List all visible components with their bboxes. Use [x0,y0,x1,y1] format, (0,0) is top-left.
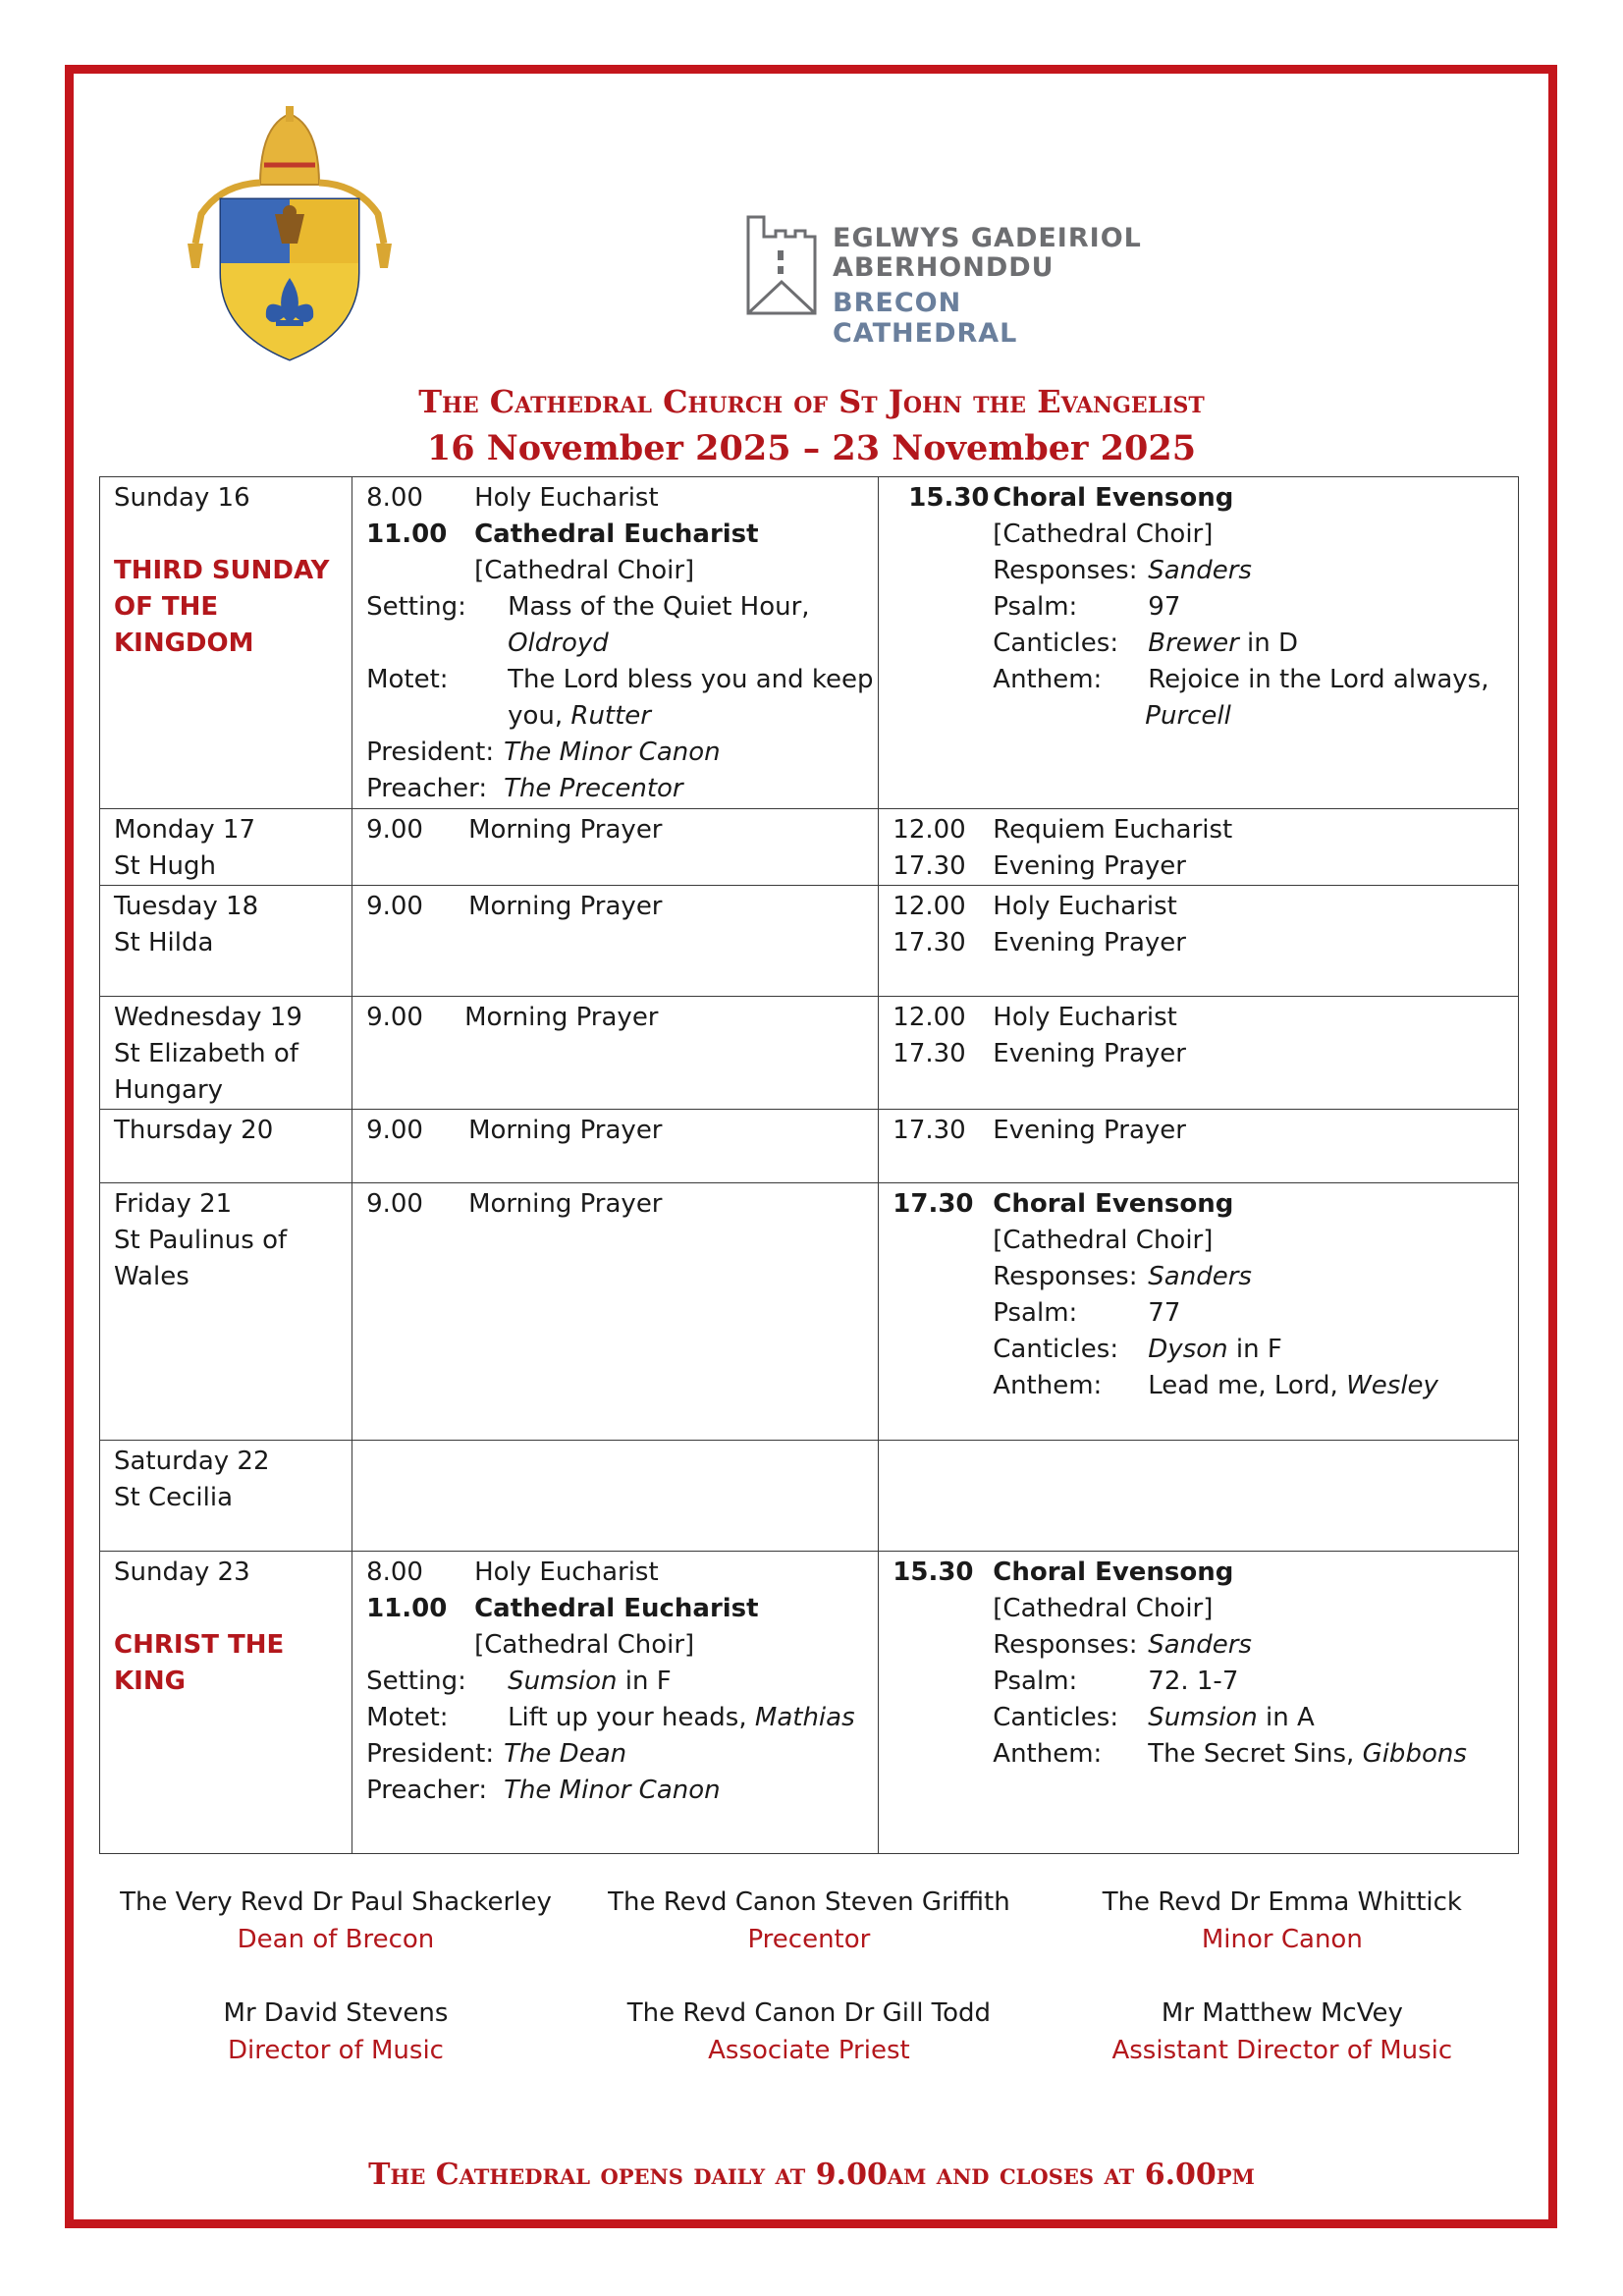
saint-label-cont: Hungary [114,1075,224,1105]
table-row [100,477,1519,809]
staff-role: Director of Music [227,2036,444,2065]
motet-title-cont: you, [508,701,571,731]
staff-role: Dean of Brecon [237,1925,435,1954]
afternoon-cell [879,809,1519,886]
afternoon-cell [879,997,1519,1110]
table-row [100,1183,1519,1441]
diocesan-crest-icon [182,106,398,361]
logo-line-welsh-place: ABERHONDDU [833,252,1055,283]
morning-cell [352,1110,879,1183]
staff-member [1046,1995,1519,2069]
service-time: 17.30 [893,928,966,957]
choir-label: [Cathedral Choir] [993,1594,1214,1623]
morning-cell [352,1552,879,1854]
service-name: Morning Prayer [468,1189,663,1219]
afternoon-cell [879,1183,1519,1441]
motet-composer: Mathias [754,1703,855,1732]
psalm-label: Psalm: [993,592,1078,622]
table-row [100,809,1519,886]
staff-member [1046,1884,1519,1958]
service-time: 9.00 [366,1003,423,1032]
canticles-label: Canticles: [993,1335,1119,1364]
morning-cell [352,997,879,1110]
setting-label: Setting: [366,592,466,622]
cathedral-tower-icon [742,211,821,319]
preacher-label: Preacher: [366,1776,488,1805]
choir-label: [Cathedral Choir] [993,1226,1214,1255]
service-time: 12.00 [893,892,966,921]
afternoon-cell [879,1441,1519,1552]
service-name: Cathedral Eucharist [474,519,759,549]
anthem-title: The Secret Sins, [1148,1739,1363,1769]
day-label: Friday 21 [114,1189,233,1219]
afternoon-cell [879,1552,1519,1854]
day-cell [100,1183,352,1441]
staff-name: The Revd Canon Steven Griffith [608,1887,1010,1917]
saint-label: St Hugh [114,851,216,881]
day-label: Sunday 23 [114,1558,250,1587]
feast-label: THIRD SUNDAY OF THE KINGDOM [114,556,330,658]
canticles-label: Canticles: [993,629,1119,658]
service-name: Holy Eucharist [474,483,659,513]
service-time: 12.00 [893,815,966,845]
anthem-title: Rejoice in the Lord always, [1148,665,1489,694]
staff-role: Assistant Director of Music [1111,2036,1453,2065]
day-label: Thursday 20 [114,1116,274,1145]
service-time: 17.30 [893,1189,974,1219]
day-cell [100,886,352,997]
service-name: Evening Prayer [993,851,1186,881]
staff-row-clergy [99,1884,1519,1958]
preacher-name: The Minor Canon [504,1776,721,1805]
choir-label: [Cathedral Choir] [993,519,1214,549]
canticles-key: in A [1257,1703,1315,1732]
service-time: 8.00 [366,1558,423,1587]
anthem-label: Anthem: [993,1371,1103,1400]
staff-name: The Very Revd Dr Paul Shackerley [120,1887,552,1917]
day-cell [100,477,352,809]
setting-composer: Sumsion [508,1667,618,1696]
service-name: Morning Prayer [468,892,663,921]
logo-line-english: BRECON CATHEDRAL [833,288,1018,349]
day-label: Tuesday 18 [114,892,259,921]
table-row [100,886,1519,997]
service-time: 17.30 [893,1039,966,1068]
staff-member [572,1884,1046,1958]
service-time: 9.00 [366,815,423,845]
anthem-title: Lead me, Lord, [1148,1371,1347,1400]
morning-cell [352,809,879,886]
psalm-label: Psalm: [993,1298,1078,1328]
feast-label: CHRIST THE KING [114,1630,285,1696]
staff-role: Associate Priest [708,2036,910,2065]
psalm-number: 77 [1148,1298,1181,1328]
psalm-label: Psalm: [993,1667,1078,1696]
setting-title: Mass of the Quiet Hour, [508,592,810,622]
brecon-cathedral-logo [742,211,1155,349]
day-cell [100,1110,352,1183]
psalm-number: 72. 1-7 [1148,1667,1239,1696]
motet-title: Lift up your heads, [508,1703,755,1732]
saint-label-cont: Wales [114,1262,189,1291]
service-time: 11.00 [366,519,448,549]
date-range: 16 November 2025 – 23 November 2025 [426,428,1197,468]
responses-label: Responses: [993,1262,1138,1291]
service-name: Morning Prayer [468,1116,663,1145]
service-name: Morning Prayer [468,815,663,845]
staff-member [99,1884,572,1958]
table-row [100,1110,1519,1183]
day-label: Wednesday 19 [114,1003,302,1032]
service-time: 11.00 [366,1594,448,1623]
staff-name: Mr Matthew McVey [1161,1998,1403,2028]
service-name: Holy Eucharist [474,1558,659,1587]
day-cell [100,809,352,886]
president-label: President: [366,1739,495,1769]
service-time: 15.30 [893,1558,974,1587]
president-name: The Dean [504,1739,627,1769]
canticles-composer: Sumsion [1148,1703,1258,1732]
staff-name: Mr David Stevens [223,1998,449,2028]
canticles-label: Canticles: [993,1703,1119,1732]
service-name: Holy Eucharist [993,892,1177,921]
staff-role: Minor Canon [1201,1925,1363,1954]
anthem-label: Anthem: [993,1739,1103,1769]
staff-row-music [99,1995,1519,2069]
service-name: Evening Prayer [993,928,1186,957]
choir-label: [Cathedral Choir] [474,1630,695,1660]
staff-member [572,1995,1046,2069]
anthem-composer: Purcell [1145,701,1231,731]
service-name: Choral Evensong [993,1558,1234,1587]
morning-cell [352,477,879,809]
setting-label: Setting: [366,1667,466,1696]
responses-label: Responses: [993,1630,1138,1660]
service-name: Morning Prayer [464,1003,659,1032]
morning-cell [352,886,879,997]
canticles-composer: Brewer [1148,629,1239,658]
afternoon-cell [879,477,1519,809]
table-row [100,1552,1519,1854]
anthem-label: Anthem: [993,665,1103,694]
responses-composer: Sanders [1148,1262,1252,1291]
staff-name: The Revd Canon Dr Gill Todd [626,1998,992,2028]
opening-hours-notice: The Cathedral opens daily at 9.00am and closes at 6.00pm [368,2158,1255,2192]
canticles-key: in D [1238,629,1299,658]
anthem-composer: Wesley [1346,1371,1438,1400]
president-name: The Minor Canon [504,738,721,767]
saint-label: St Paulinus of [114,1226,288,1255]
motet-composer: Rutter [570,701,651,731]
anthem-composer: Gibbons [1362,1739,1467,1769]
day-cell [100,1552,352,1854]
preacher-label: Preacher: [366,774,488,803]
president-label: President: [366,738,495,767]
psalm-number: 97 [1148,592,1181,622]
service-name: Choral Evensong [993,1189,1234,1219]
staff-name: The Revd Dr Emma Whittick [1102,1887,1462,1917]
motet-title: The Lord bless you and keep [508,665,874,694]
service-time: 17.30 [893,1116,966,1145]
service-time: 9.00 [366,892,423,921]
table-row [100,1441,1519,1552]
service-time: 12.00 [893,1003,966,1032]
day-label: Monday 17 [114,815,255,845]
day-label: Sunday 16 [114,483,250,513]
morning-cell [352,1183,879,1441]
saint-label: St Hilda [114,928,214,957]
service-name: Holy Eucharist [993,1003,1177,1032]
saint-label: St Elizabeth of [114,1039,298,1068]
afternoon-cell [879,886,1519,997]
service-name: Choral Evensong [993,483,1234,513]
service-time: 9.00 [366,1116,423,1145]
afternoon-cell [879,1110,1519,1183]
canticles-composer: Dyson [1148,1335,1228,1364]
setting-key: in F [617,1667,672,1696]
day-label: Saturday 22 [114,1447,270,1476]
service-name: Cathedral Eucharist [474,1594,759,1623]
setting-composer: Oldroyd [508,629,609,658]
service-schedule-table [99,476,1519,1854]
day-cell [100,997,352,1110]
logo-line-welsh: EGLWYS GADEIRIOL [833,223,1142,253]
morning-cell [352,1441,879,1552]
service-name: Evening Prayer [993,1039,1186,1068]
service-time: 15.30 [908,483,990,513]
staff-role: Precentor [747,1925,871,1954]
motet-label: Motet: [366,1703,449,1732]
preacher-name: The Precentor [504,774,683,803]
service-time: 9.00 [366,1189,423,1219]
saint-label: St Cecilia [114,1483,234,1512]
choir-label: [Cathedral Choir] [474,556,695,585]
service-time: 8.00 [366,483,423,513]
canticles-key: in F [1227,1335,1282,1364]
responses-label: Responses: [993,556,1138,585]
staff-member [99,1995,572,2069]
service-name: Requiem Eucharist [993,815,1233,845]
day-cell [100,1441,352,1552]
service-name: Evening Prayer [993,1116,1186,1145]
service-time: 17.30 [893,851,966,881]
responses-composer: Sanders [1148,1630,1252,1660]
motet-label: Motet: [366,665,449,694]
page-title: The Cathedral Church of St John the Evangelist [418,383,1205,420]
responses-composer: Sanders [1148,556,1252,585]
table-row [100,997,1519,1110]
